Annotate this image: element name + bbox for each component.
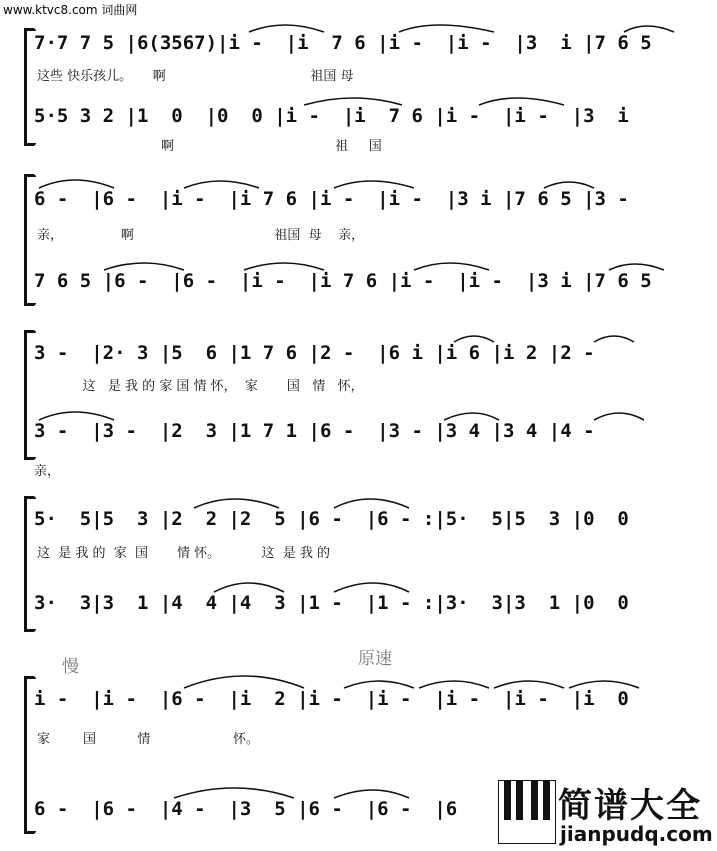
staff-pair [34, 188, 686, 308]
logo-name: 简谱大全 [558, 786, 702, 826]
staff-pair [34, 342, 686, 479]
score-system-4 [0, 490, 717, 640]
site-header: www.ktvc8.com 词曲网 [3, 3, 138, 17]
lower-voice-lyrics: 亲， [34, 464, 61, 479]
staff-pair [34, 508, 686, 638]
upper-voice-notes: i - |i - |6 - |i 2 |i - |i - |i - |i - |i 0 [34, 688, 641, 710]
upper-voice-notes: 7·7 7 5 |6(3567)|i - |i 7 6 |i - |i - |3 i |7 6 5 [34, 32, 664, 54]
score-system-1 [0, 22, 717, 152]
upper-voice-lyrics: 亲， 啊 祖国 母 亲， [37, 228, 365, 243]
slur-arcs [34, 32, 686, 142]
upper-voice-notes: 6 - |6 - |i - |i 7 6 |i - |i - |3 i |7 6 5 |3 - [34, 188, 641, 210]
lower-voice-notes: 5·5 3 2 |1 0 |0 0 |i - |i 7 6 |i - |i - |3 i [34, 105, 641, 127]
staff-pair [34, 32, 686, 154]
upper-voice-lyrics: 家 国 情 怀。 [37, 732, 260, 747]
slur-arcs [34, 342, 686, 472]
lower-voice-lyrics: 啊 祖 国 [37, 139, 382, 154]
piano-keys-icon [498, 780, 556, 844]
upper-voice-notes: 5· 5|5 3 |2 2 |2 5 |6 - |6 - :|5· 5|5 3 |0 0 [34, 508, 641, 530]
upper-voice-notes: 3 - |2· 3 |5 6 |1 7 6 |2 - |6 i |i 6 |i 2 |2 - [34, 342, 606, 364]
lower-voice-notes: 3 - |3 - |2 3 |1 7 1 |6 - |3 - |3 4 |3 4 |4 - [34, 420, 606, 442]
score-system-3 [0, 330, 717, 478]
upper-voice-lyrics: 这些 快乐孩儿。 啊 祖国 母 [37, 69, 354, 84]
tempo-slow: 慢 [62, 657, 79, 677]
site-logo [496, 778, 717, 851]
lower-voice-notes: 3· 3|3 1 |4 4 |4 3 |1 - |1 - :|3· 3|3 1 |0 0 [34, 592, 641, 614]
score-system-2 [0, 172, 717, 312]
upper-voice-lyrics: 这 是 我 的 家 国 情 怀， 家 国 情 怀， [37, 379, 364, 394]
lower-voice-notes: 7 6 5 |6 - |6 - |i - |i 7 6 |i - |i - |3 i |7 6 5 [34, 270, 664, 292]
logo-url: jianpudq.com [560, 822, 713, 846]
upper-voice-lyrics: 这 是 我 的 家 国 情 怀。 这 是 我 的 [37, 546, 330, 561]
lower-voice-notes: 6 - |6 - |4 - |3 5 |6 - |6 - |6 [34, 798, 469, 820]
slur-arcs [34, 508, 686, 638]
slur-arcs [34, 188, 686, 308]
tempo-original: 原速 [358, 649, 392, 669]
